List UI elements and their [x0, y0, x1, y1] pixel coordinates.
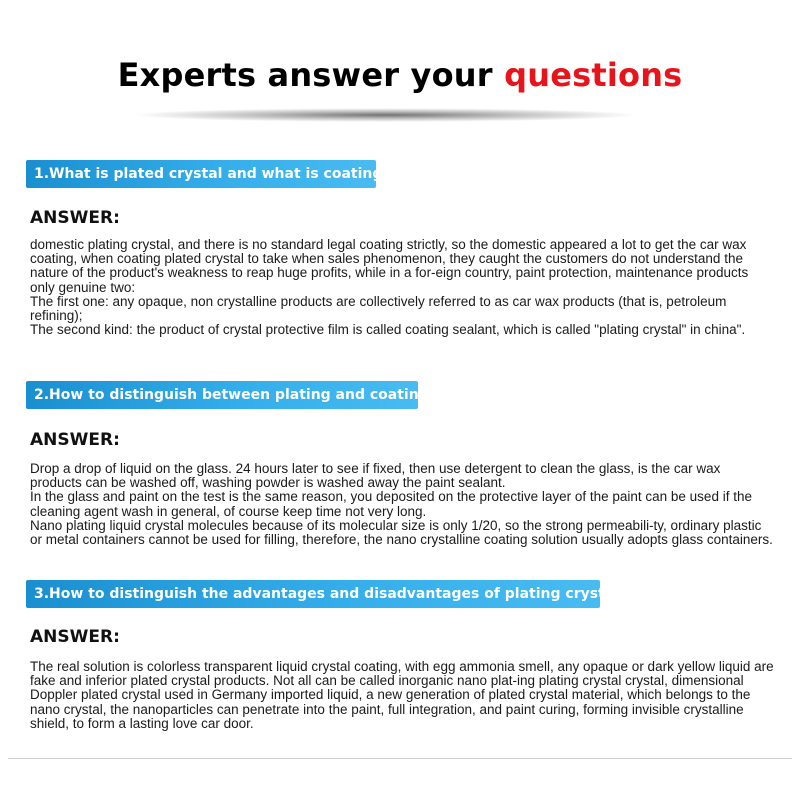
- title-prefix: Experts answer your: [117, 56, 493, 94]
- question-text-2: 2.How to distinguish between plating and coating ?: [34, 387, 442, 403]
- question-bar-2: [26, 381, 442, 409]
- question-bar-3: [26, 580, 632, 608]
- title-underline-shadow: [130, 108, 640, 122]
- answer-3-paragraph-1: The real solution is colorless transparent liquid crystal coating, with egg ammonia smell, any opaque or dark yellow liquid are fake and inferior plated crystal products. Not all can be called inorganic nano plat-ing plating crystal crystal, dimensional Doppler plated crystal used in Germany imported liquid, a new generation of plated crystal material, which belongs to the nano crystal, the nanoparticles can penetrate into the paint, full integration, and paint curing, forming invisible crystalline shield, to form a lasting love car door.: [30, 659, 774, 731]
- answer-1-paragraph-3: The second kind: the product of crystal protective film is called coating sealant, which is called "plating crystal" in china".: [30, 322, 746, 338]
- question-text-1: 1.What is plated crystal and what is coating?: [34, 166, 391, 182]
- answer-label-2: ANSWER:: [30, 430, 120, 450]
- title-accent: questions: [504, 56, 683, 94]
- answer-2-paragraph-2: In the glass and paint on the test is the same reason, you deposited on the protective layer of the paint can be used if the cleaning agent wash in general, of course keep time not very long.: [30, 489, 752, 519]
- answer-1-paragraph-2: The first one: any opaque, non crystalline products are collectively referred to as car wax products (that is, petroleum refining);: [30, 293, 727, 323]
- answer-2-paragraph-3: Nano plating liquid crystal molecules because of its molecular size is only 1/20, so the strong permeabili-ty, ordinary plastic or metal containers cannot be used for filling, therefore, the nano crystalline coating solution usually adopts glass containers.: [30, 517, 773, 547]
- answer-text-2: [30, 462, 775, 547]
- answer-label-1: ANSWER:: [30, 208, 120, 228]
- answer-label-3: ANSWER:: [30, 627, 120, 647]
- answer-text-1: [30, 238, 775, 337]
- question-text-3: 3.How to distinguish the advantages and disadvantages of plating crystal ?: [34, 586, 632, 602]
- page-title: [0, 56, 800, 94]
- question-bar-1: [26, 160, 391, 188]
- bottom-divider: [8, 758, 792, 759]
- answer-2-paragraph-1: Drop a drop of liquid on the glass. 24 hours later to see if fixed, then use detergent to clean the glass, is the car wax products can be washed off, washing powder is washed away the paint sealant.: [30, 461, 721, 491]
- answer-1-paragraph-1: domestic plating crystal, and there is no standard legal coating strictly, so the domestic appeared a lot to get the car wax coating, when coating plated crystal to take when sales phenomenon, they caught the customers do not understand the nature of the product's weakness to reap huge profits, while in a for-eign country, paint protection, maintenance products only genuine two:: [30, 237, 749, 295]
- answer-text-3: [30, 660, 775, 731]
